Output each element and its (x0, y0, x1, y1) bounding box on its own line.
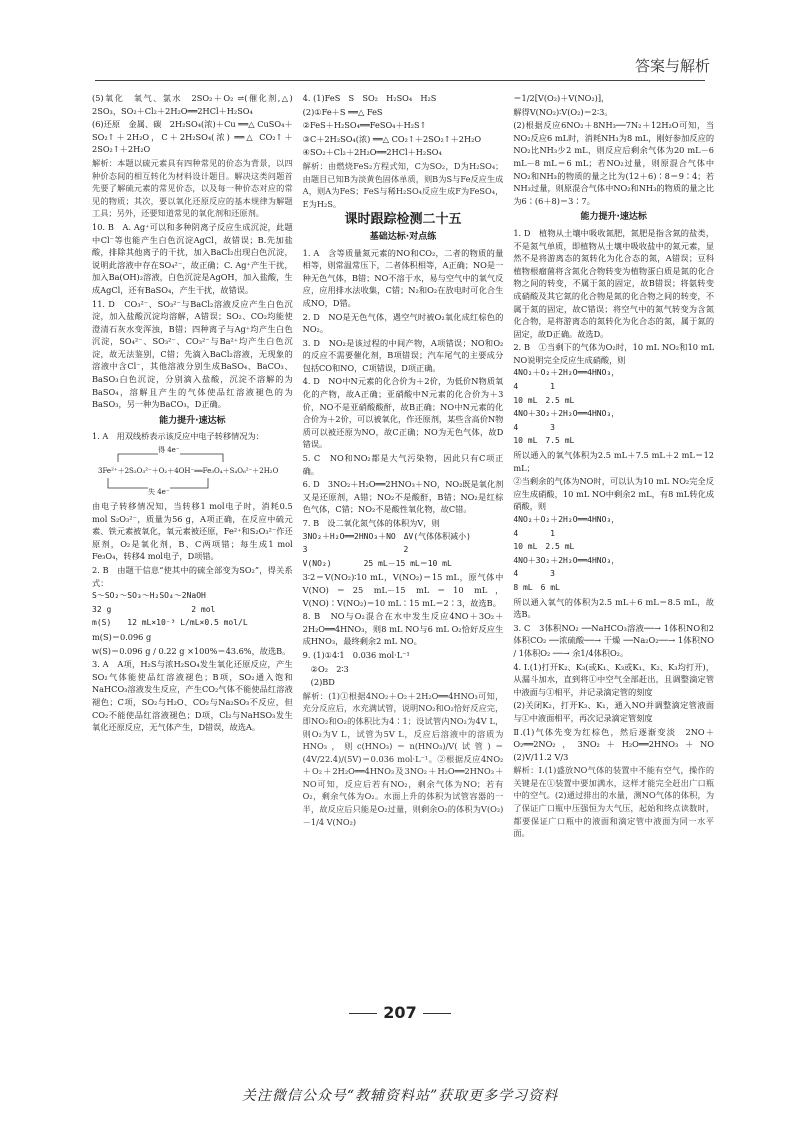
column-3 (513, 92, 723, 992)
answer-paragraph: 解得V(NO₂)∶V(O₂)＝2∶3。 (513, 106, 613, 117)
page-number: 207 (383, 1003, 417, 1022)
answer-paragraph: ②当剩余的气体为NO时，可以认为10 mL NO₂完全反应生成硝酸，10 mL NO中剩余2 mL，有8 mL转化成硝酸，则 (513, 476, 715, 512)
answer-paragraph: (5)氧化 氧气、氯水 2SO₂＋O₂ ⇌(催化剂,△) 2SO₃，SO₂＋Cl₂＋2H₂O══2HCl＋H₂SO₄ (92, 93, 293, 116)
relation-line: V(NO₂) 25 mL－15 mL＝10 mL (302, 558, 452, 568)
footer-note: 关注微信公众号“教辅资料站”获取更多学习资料 (241, 1088, 559, 1104)
answer-paragraph: 2. D NO是无色气体，遇空气时被O₂氧化成红棕色的NO₂。 (302, 311, 504, 335)
answer-paragraph: 3. A A项，H₂S与浓H₂SO₄发生氧化还原反应，产生SO₂气体能使品红溶液褪色；B项，SO₂通入饱和NaHCO₃溶液发生反应，产生CO₂气体不能使品红溶液褪色；C项，SO₂与H₂O、CO₂与Na₂SO₃不反应，但CO₂不能使品红溶液褪色；D项，Cl₂与NaHSO₃发生氧化还原反应，无气体产生，D错误，故选A。 (92, 659, 293, 733)
relation-line: 4 3 (513, 569, 555, 579)
relation-line: 10 mL 7.5 mL (513, 436, 575, 446)
answer-paragraph: 2. B 由题干信息“使其中的硫全部变为SO₂”，得关系式： (92, 565, 293, 588)
relation-line: 4NO₂＋O₂＋2H₂O══4HNO₃， (513, 368, 620, 378)
answer-paragraph: 3. C 3体积NO₂ ──NaHCO₃溶液──→ 1体积NO和2体积CO₂ ──浓硫酸──→ 干燥 ──Na₂O₂──→ 1体积NO / 1体积O₂ ──→ 余1/4体积O₂。 (513, 622, 715, 658)
relation-line: 4 1 (513, 382, 555, 392)
chapter-heading: 课时跟踪检测二十五 (344, 212, 462, 228)
electron-transfer-diagram (98, 447, 278, 496)
column-2 (303, 92, 504, 992)
relation-line: 4 3 (513, 422, 555, 432)
answer-paragraph: 3. D NO₂是该过程的中间产物，A项错误；NO和O₂的反应不需要催化剂，B项错误；汽车尾气的主要成分包括CO和NO，C项错误，D项正确。 (302, 337, 504, 373)
relation-line: 4NO＋3O₂＋2H₂O══4HNO₃， (513, 409, 620, 419)
relation-line: 10 mL 2.5 mL (513, 395, 575, 405)
section-heading: 能力提升·速达标 (580, 212, 647, 223)
relation-line: S～SO₂～SO₃～H₂SO₄～2NaOH (92, 591, 206, 601)
relation-line: m(S) 12 mL×10⁻³ L/mL×0.5 mol/L (92, 618, 248, 628)
relation-line: 3 2 (302, 545, 409, 555)
answer-paragraph: 9. (1)①4∶1 0.036 mol·L⁻¹ (302, 649, 410, 660)
answer-paragraph: 4. (1)FeS S SO₂ H₂SO₄ H₂S (302, 93, 437, 103)
answer-paragraph: (2)BD (310, 677, 335, 688)
content-columns (92, 92, 723, 992)
relation-line: 4NO₂＋O₂＋2H₂O══4HNO₃， (513, 515, 620, 524)
relation-line: 10 mL 2.5 mL (513, 542, 575, 552)
gain-electron-label: 得 4e⁻ (158, 444, 180, 457)
answer-paragraph: Ⅱ.(1)气体先变为红棕色，然后逐渐变淡 2NO＋O₂══2NO₂，3NO₂＋H₂O══2HNO₃＋NO (2)V/11.2 V/3 (513, 726, 723, 762)
answer-paragraph: 1. A 用双线桥表示该反应中电子转移情况为： (92, 431, 264, 442)
answer-paragraph: (2)根据反应6NO₂＋8NH₃──7N₂＋12H₂O可知，当NO₂反应6 mL时，消耗NH₃为8 mL，刚好参加反应的NO₂比NH₃少2 mL，则反应后剩余气体为20 mL－6 mL－8 mL＝6 mL；若NO₂过量，则原混合气体中NO₂和NH₃的物质的量之比为(12＋6)∶8＝9∶4；若NH₃过量，则原混合气体中NO₂和NH₃的物质的量之比为6∶(6＋8)＝3∶7。 (513, 120, 715, 206)
page-number-block (0, 1003, 800, 1022)
relation-line: 4NO＋3O₂＋2H₂O══4HNO₃， (513, 555, 620, 565)
answer-paragraph: 1. A 含等质量氮元素的NO和CO₂，二者的物质的量相等，则常温常压下，二者体积相等，A正确；NO是一种无色气体，B错；NO不溶于水，易与空气中的氧气反应，应用排水法收集，C错；N₂和O₂在放电时可化合生成NO，D错。 (302, 247, 504, 308)
answer-paragraph: 由电子转移情况知，当转移1 mol电子时，消耗0.5 mol S₂O₃²⁻，质量为56 g，A项正确，在反应中硫元素、铁元素被氧化，氧元素被还原，Fe²⁺和S₂O₃²⁻作还原剂，O₂是氧化剂，B、C两项错；每生成1 mol Fe₃O₄，转移4 mol电子，D项错。 (92, 501, 293, 562)
page-number-rule-left (349, 1013, 377, 1014)
section-heading: 能力提升·速达标 (159, 415, 226, 426)
answer-paragraph: 2. B ①当剩下的气体为O₂时，10 mL NO₂和10 mL NO说明完全反应生成硝酸，则 (513, 342, 715, 365)
answer-paragraph: 6. D 3NO₂＋H₂O══2HNO₃＋NO，NO₂既是氧化剂又是还原剂，A错；NO₂不是酸酐，B错；NO₂是红棕色气体，C错；NO₂不是酸性氧化物，故C错。 (302, 479, 504, 515)
answer-paragraph: w(S)＝0.096 g / 0.22 g ×100%＝43.6%，故选B。 (92, 645, 291, 656)
answer-paragraph: ④SO₂＋Cl₂＋2H₂O══2HCl＋H₂SO₄ (302, 147, 442, 158)
answer-paragraph: 4. D NO中N元素的化合价为＋2价，为低价N物质氧化的产物，故A正确；亚硝酸中N元素的化合价为＋3价，NO不是亚硝酸酸酐，故B正确；NO中N元素的化合价为＋2价，可以被氧化，作还原剂，某些含高价N物质可以被还原为NO，故C正确；NO为无色气体，故D错误。 (302, 376, 504, 450)
answer-paragraph: 5. C NO和NO₂都是大气污染物，因此只有C项正确。 (302, 453, 504, 476)
answer-paragraph: ＝1/2[V(O₂)＋V(NO₂)]， (513, 93, 610, 103)
analysis-paragraph: 解析：由燃烧FeS₂方程式知，C为SO₂，D为H₂SO₄；由题目已知B为淡黄色固体单质，则B为S与Fe反应生成A，则A为FeS；FeS与稀H₂SO₄反应生成F为FeSO₄，E为H₂S。 (302, 160, 504, 209)
answer-paragraph: (6)还原 金属、碳 2H₂SO₄(浓)＋Cu ══△ CuSO₄＋SO₂↑＋2H₂O，C＋2H₂SO₄(浓) ══△ CO₂↑＋2SO₂↑＋2H₂O (92, 119, 293, 155)
lose-electron-label: 失 4e⁻ (148, 486, 170, 499)
header-title: 答案与解析 (634, 57, 710, 75)
answer-paragraph: (2)关闭K₂，打开K₃、K₁，通入NO并调整滴定管液面与①中液面相平，再次记录滴定管刻度 (513, 700, 715, 723)
relation-line: 3NO₂＋H₂O══2HNO₃＋NO ΔV(气体体积减小) (302, 531, 471, 541)
page-number-rule-right (423, 1013, 451, 1014)
answer-paragraph: ③C＋2H₂SO₄(浓) ══△ CO₂↑＋2SO₂↑＋2H₂O (302, 133, 482, 144)
answer-paragraph: 8. B NO与O₂混合在水中发生反应4NO＋3O₂＋2H₂O══4HNO₃，则8 mL NO与6 mL O₂恰好反应生成HNO₃，最终剩余2 mL NO。 (302, 611, 504, 647)
answer-paragraph: 1. D 植物从土壤中吸收氮肥，氮肥是指含氮的盐类，不是氮气单质，即植物从土壤中吸收盐中的氮元素，显然不是将游离态的氮转化为化合态的氮，A错误；豆科植物根瘤菌将含氮化合物转变为植物蛋白质是氮的化合物之间的转变，不属于氮的固定，故B错误；将氨转变成硝酸及其它氮的化合物是氮的化合物之间的转变，不属于氮的固定，故C错误；将空气中的氮气转变为含氮化合物，是将游离态的氮转化为化合态的氮，属于氮的固定，故D正确。故选D。 (513, 227, 715, 339)
analysis-paragraph: 解析：本题以硫元素具有四种常见的价态为背景，以四种价态间的相互转化为材料设计题目。解决这类问题首先要了解硫元素的常见价态，以及每一种价态对应的常见的物质；其次，要以氧化还原反应的基本规律为解题工具；另外，还要知道常见的氧化剂和还原剂。 (92, 157, 293, 219)
answer-paragraph: 11. D CO₃²⁻、SO₃²⁻与BaCl₂溶液反应产生白色沉淀，加入盐酸沉淀均溶解，A错误；SO₂、CO₂均能使澄清石灰水变浑浊，B错；四种离子与Ag⁺均产生白色沉淀，SO₄²⁻、SO₃²⁻、CO₃²⁻与Ba²⁺均产生白色沉淀，故无法鉴别，C错；先滴入BaCl₂溶液，无现象的溶液中含Cl⁻，其他溶液分别生成BaSO₄、BaCO₃、BaSO₃白色沉淀，分别滴入盐酸，沉淀不溶解的为BaSO₄，溶解且产生的气体使品红溶液褪色的为BaSO₃，另一种为BaCO₃，D正确。 (92, 298, 293, 410)
answer-paragraph: ②O₂ 2∶3 (310, 663, 349, 674)
answer-paragraph: 所以通入的氧气体积为2.5 mL＋7.5 mL＋2 mL＝12 mL； (513, 450, 715, 473)
relation-line: 4 1 (513, 528, 555, 538)
answer-paragraph: 7. B 设二氧化氮气体的体积为V，则 (302, 518, 440, 528)
analysis-paragraph: 解析：(1)①根据4NO₂＋O₂＋2H₂O══4HNO₃可知，充分反应后，水充满试管，说明NO₂和O₂恰好反应完，即NO₂和O₂的体积比为4∶1；设试管内NO₂为4V L，则O₂为V L，试管为5V L，反应后溶液中的溶质为HNO₃，则c(HNO₃)＝n(HNO₃)/V(试管)＝(4V/22.4)/(5V)＝0.036 mol·L⁻¹。②根据反应4NO₂＋O₂＋2H₂O══4HNO₃及3NO₂＋H₂O══2HNO₃＋NO可知，反应后若有NO₂，剩余气体为NO；若有O₂，剩余气体为O₂。水面上升的体积为试管容器的一半，故反应后只能是O₂过量，则剩余O₂的体积为V(O₂)－1/4 V(NO₂) (302, 690, 504, 827)
answer-paragraph: 所以通入氧气的体积为2.5 mL＋6 mL＝8.5 mL，故选B。 (513, 596, 715, 620)
section-heading: 基础达标·对点练 (369, 231, 437, 242)
header-rule (95, 80, 705, 81)
column-1 (92, 92, 293, 992)
relation-line: 32 g 2 mol (92, 604, 216, 614)
analysis-paragraph: 解析：Ⅰ.(1)盛放NO气体的装置中不能有空气，操作的关键是在①装置中要加满水，这样才能完全赶出广口瓶中的空气。(2)通过排出的水量，测NO气体的体积，为了保证广口瓶中压强恒为大气压，起始和终点读数时，都要保证广口瓶中的液面和滴定管中液面为同一水平面。 (513, 765, 715, 839)
answer-paragraph: 3∶2＝V(NO₂)∶10 mL，V(NO₂)＝15 mL，原气体中V(NO)＝25 mL－15 mL＝10 mL，V(NO)∶V(NO₂)＝10 mL∶15 mL＝2∶3，故选B。 (302, 572, 504, 608)
answer-paragraph: ②FeS＋H₂SO₄══FeSO₄＋H₂S↑ (302, 120, 427, 131)
answer-paragraph: (2)①Fe＋S ══△ FeS (302, 106, 383, 117)
answer-paragraph: 10. B A. Ag⁺可以和多种阴离子反应生成沉淀，此题中Cl⁻等也能产生白色沉淀AgCl，故错误；B.先加盐酸，排除其他离子的干扰，加入BaCl₂出现白色沉淀，说明此溶液中存在SO₄²⁻，故正确；C. Ag⁺产生干扰，加入Ba(OH)₂溶液，白色沉淀是AgOH，加入盐酸，生成AgCl，还有BaSO₄，产生干扰，故错误。 (92, 221, 293, 295)
answer-paragraph: 4. Ⅰ.(1)打开K₂、K₃(或K₁、K₃或K₁、K₂、K₃均打开)，从漏斗加水，直到将①中空气全部赶出，且调整滴定管中液面与①相平，并记录滴定管的刻度 (513, 661, 715, 697)
relation-line: 8 mL 6 mL (513, 582, 560, 592)
reaction-equation: 3Fe²⁺＋2S₂O₃²⁻＋O₂＋4OH⁻══Fe₃O₄＋S₄O₆²⁻＋2H₂O (98, 467, 279, 476)
answer-paragraph: m(S)＝0.096 g (92, 631, 152, 642)
